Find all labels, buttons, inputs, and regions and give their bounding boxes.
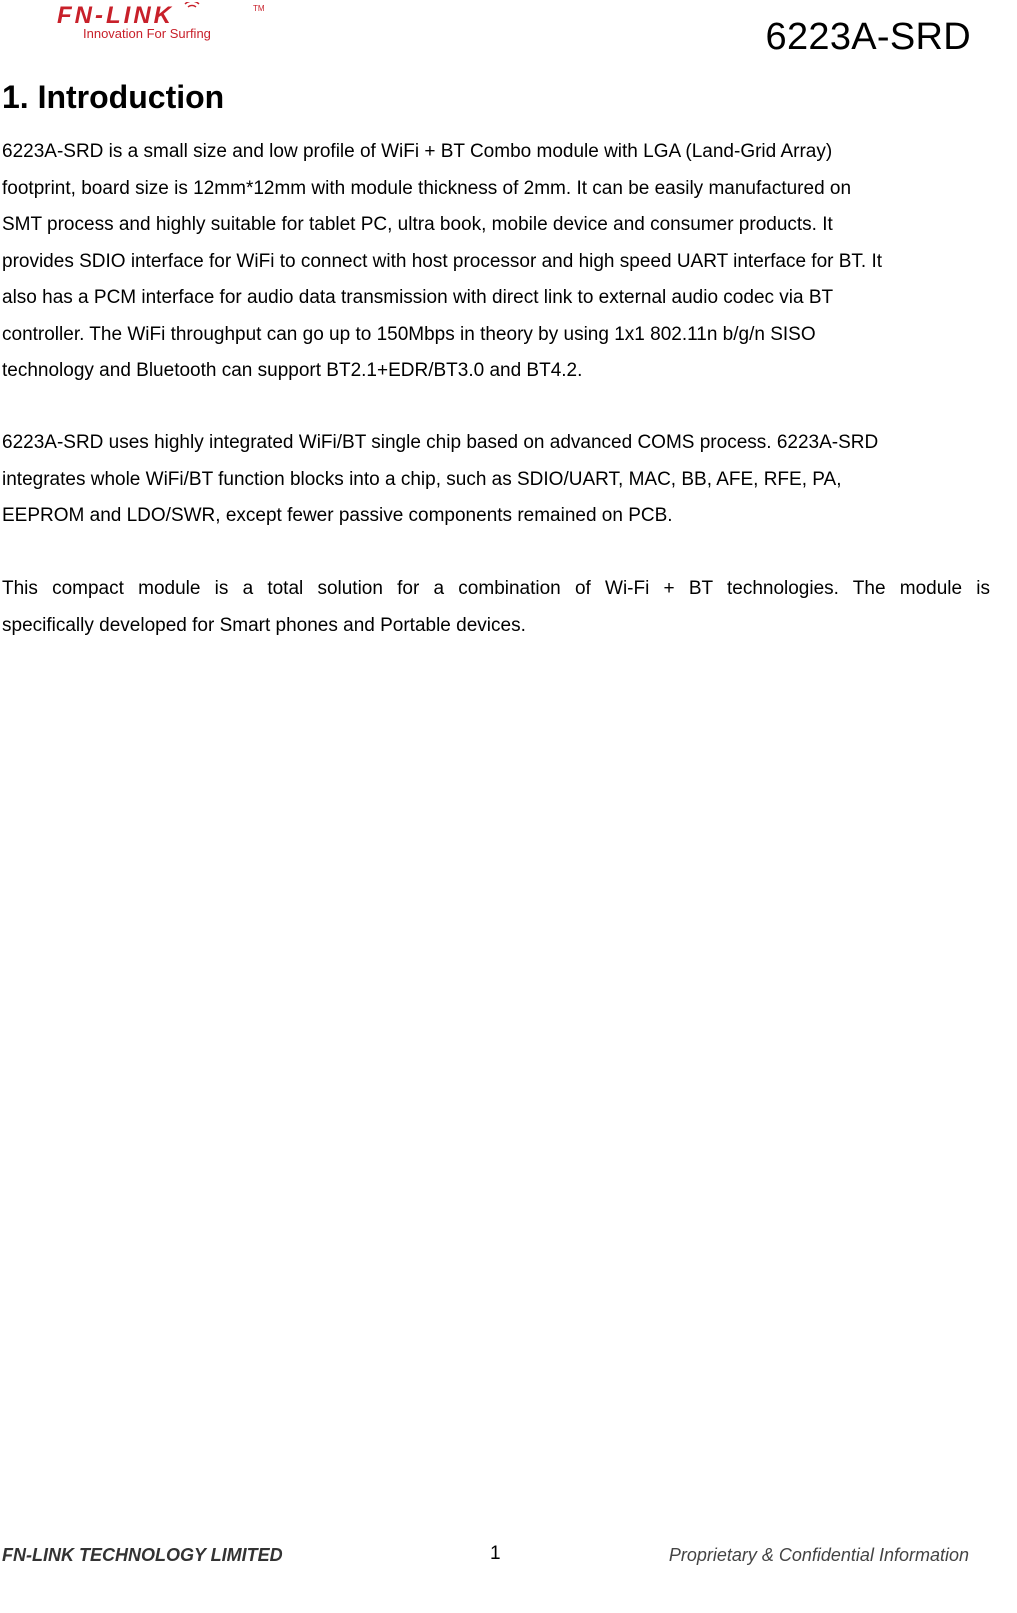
paragraph-line: also has a PCM interface for audio data transmission with direct link to external audio codec via BT (2, 287, 834, 308)
paragraph-line: 6223A-SRD uses highly integrated WiFi/BT single chip based on advanced COMS process. 6223A-SRD (2, 432, 879, 453)
intro-paragraph-2 (2, 425, 990, 535)
logo-wordmark: FN-LINK (57, 2, 174, 29)
intro-paragraph-1 (2, 134, 990, 390)
footer-company-name: FN-LINK TECHNOLOGY LIMITED (2, 1545, 283, 1565)
paragraph-line: This compact module is a total solution for a combination of Wi-Fi + BT technologies. The module is (2, 578, 990, 599)
section-title: 1. Introduction (2, 79, 225, 115)
paragraph-line: provides SDIO interface for WiFi to connect with host processor and high speed UART interface for BT. It (2, 250, 883, 272)
company-logo (57, 2, 272, 42)
intro-paragraph-3 (2, 571, 990, 644)
footer-confidentiality-notice: Proprietary & Confidential Information (668, 1545, 969, 1565)
paragraph-line: integrates whole WiFi/BT function blocks into a chip, such as SDIO/UART, MAC, BB, AFE, RFE, PA, (2, 468, 842, 490)
signal-arc-icon (188, 5, 196, 7)
logo-tagline: Innovation For Surfing (83, 26, 211, 41)
footer-page-number: 1 (490, 1543, 501, 1564)
signal-arc-outer-icon (185, 2, 199, 4)
document-model-number: 6223A-SRD (765, 16, 971, 58)
paragraph-line: 6223A-SRD is a small size and low profile of WiFi + BT Combo module with LGA (Land-Grid Array) (2, 141, 833, 162)
paragraph-line: SMT process and highly suitable for tablet PC, ultra book, mobile device and consumer products. It (2, 214, 833, 235)
paragraph-line: controller. The WiFi throughput can go up to 150Mbps in theory by using 1x1 802.11n b/g/n SISO (2, 323, 816, 345)
paragraph-line: footprint, board size is 12mm*12mm with module thickness of 2mm. It can be easily manufactured on (2, 177, 852, 199)
fn-link-logo-graphic (57, 2, 272, 42)
logo-trademark: TM (253, 4, 265, 13)
paragraph-line: EEPROM and LDO/SWR, except fewer passive components remained on PCB. (2, 505, 673, 526)
paragraph-line: specifically developed for Smart phones and Portable devices. (2, 614, 526, 636)
paragraph-line: technology and Bluetooth can support BT2.1+EDR/BT3.0 and BT4.2. (2, 360, 583, 381)
